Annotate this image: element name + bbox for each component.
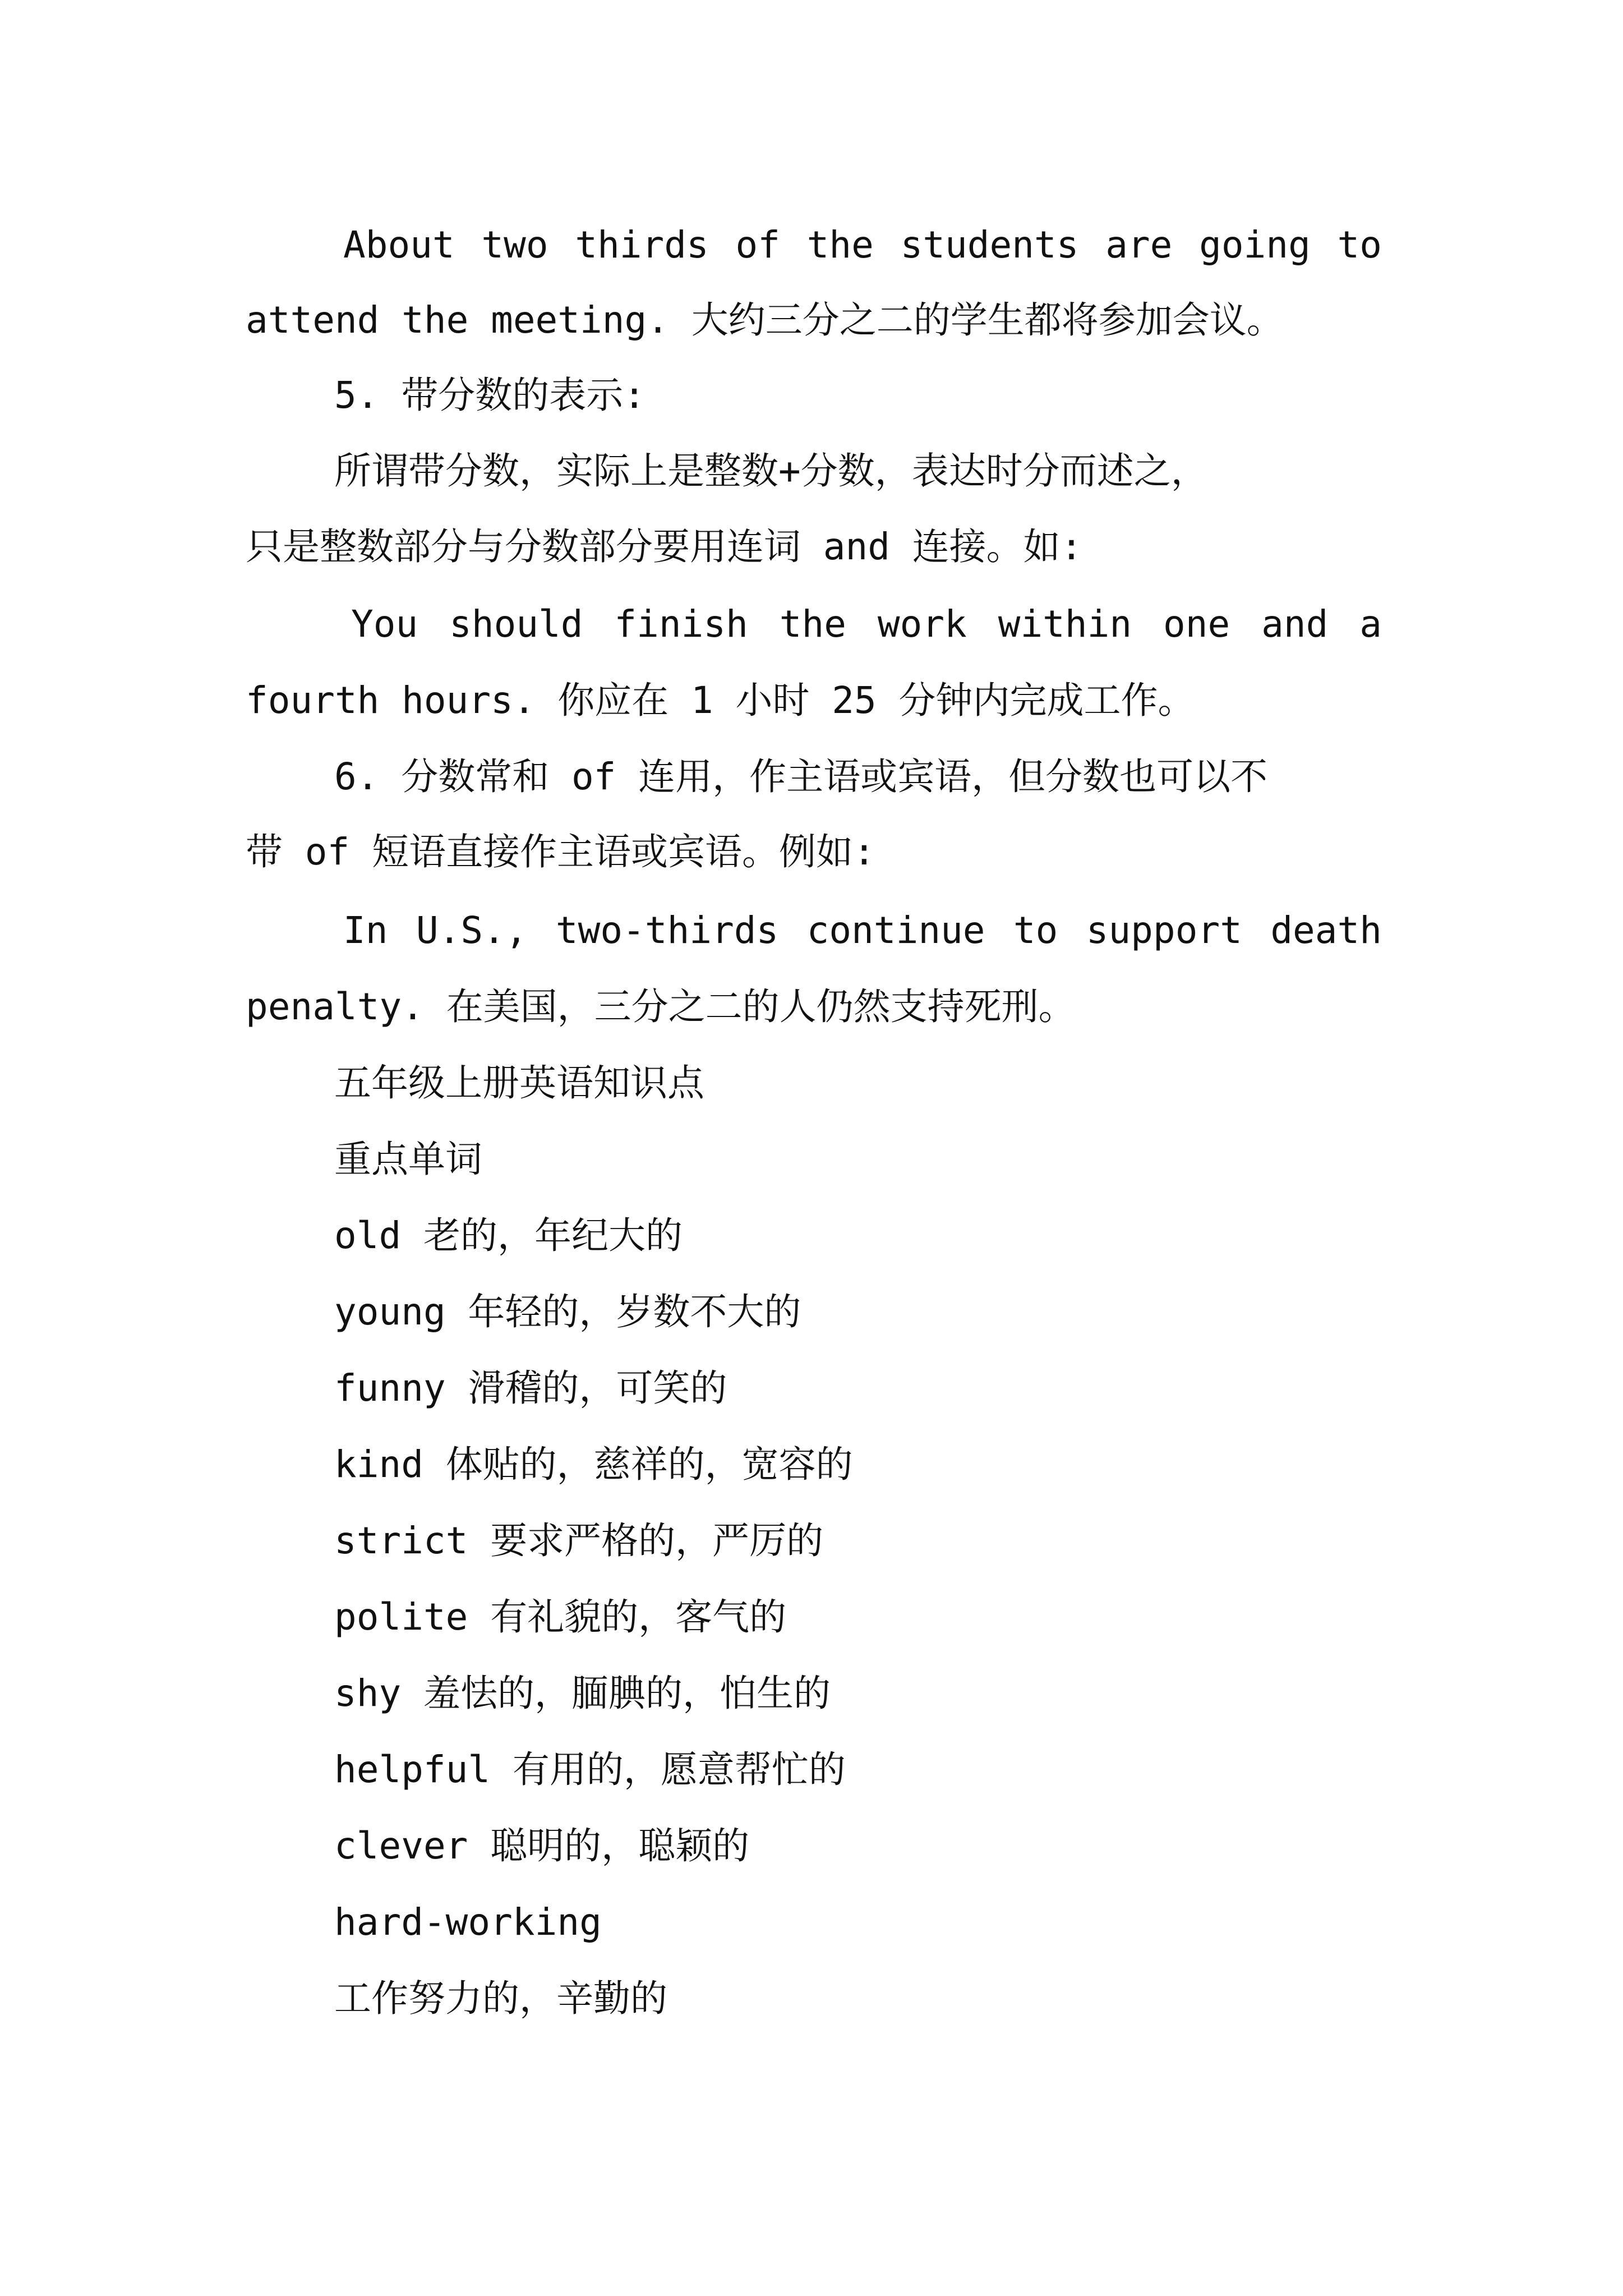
paragraph-line: About two thirds of the students are going to: [343, 223, 1382, 266]
paragraph-line: attend the meeting. 大约三分之二的学生都将参加会议。: [246, 298, 1284, 342]
vocab-item: shy 羞怯的，腼腆的，怕生的: [334, 1672, 831, 1715]
paragraph-line: In U.S., two-thirds continue to support death: [343, 909, 1382, 952]
paragraph-line: 所谓带分数，实际上是整数+分数，表达时分而述之，: [334, 449, 1208, 493]
vocab-item: 工作努力的，辛勤的: [334, 1977, 667, 2020]
vocab-item: funny 滑稽的，可笑的: [334, 1366, 727, 1410]
vocab-item: strict 要求严格的，严厉的: [334, 1519, 824, 1562]
vocab-item: hard-working: [334, 1901, 602, 1944]
vocab-item: old 老的，年纪大的: [334, 1214, 683, 1257]
paragraph-line: penalty. 在美国，三分之二的人仍然支持死刑。: [246, 985, 1076, 1028]
paragraph-line: 带 of 短语直接作主语或宾语。例如:: [246, 830, 875, 873]
section-heading: 五年级上册英语知识点: [334, 1061, 704, 1105]
section-subheading: 重点单词: [334, 1138, 482, 1181]
paragraph-line: fourth hours. 你应在 1 小时 25 分钟内完成工作。: [246, 679, 1195, 722]
paragraph-line: You should finish the work within one and a: [351, 602, 1382, 646]
paragraph-line: 6. 分数常和 of 连用，作主语或宾语，但分数也可以不: [334, 755, 1268, 798]
vocab-item: kind 体贴的，慈祥的，宽容的: [334, 1443, 853, 1486]
vocab-item: helpful 有用的，愿意帮忙的: [334, 1748, 846, 1791]
paragraph-line: 只是整数部分与分数部分要用连词 and 连接。如:: [246, 525, 1083, 568]
vocab-item: young 年轻的，岁数不大的: [334, 1290, 801, 1333]
paragraph-line: 5. 带分数的表示:: [334, 374, 645, 417]
vocab-item: clever 聪明的，聪颖的: [334, 1824, 750, 1867]
vocab-item: polite 有礼貌的，客气的: [334, 1595, 787, 1639]
